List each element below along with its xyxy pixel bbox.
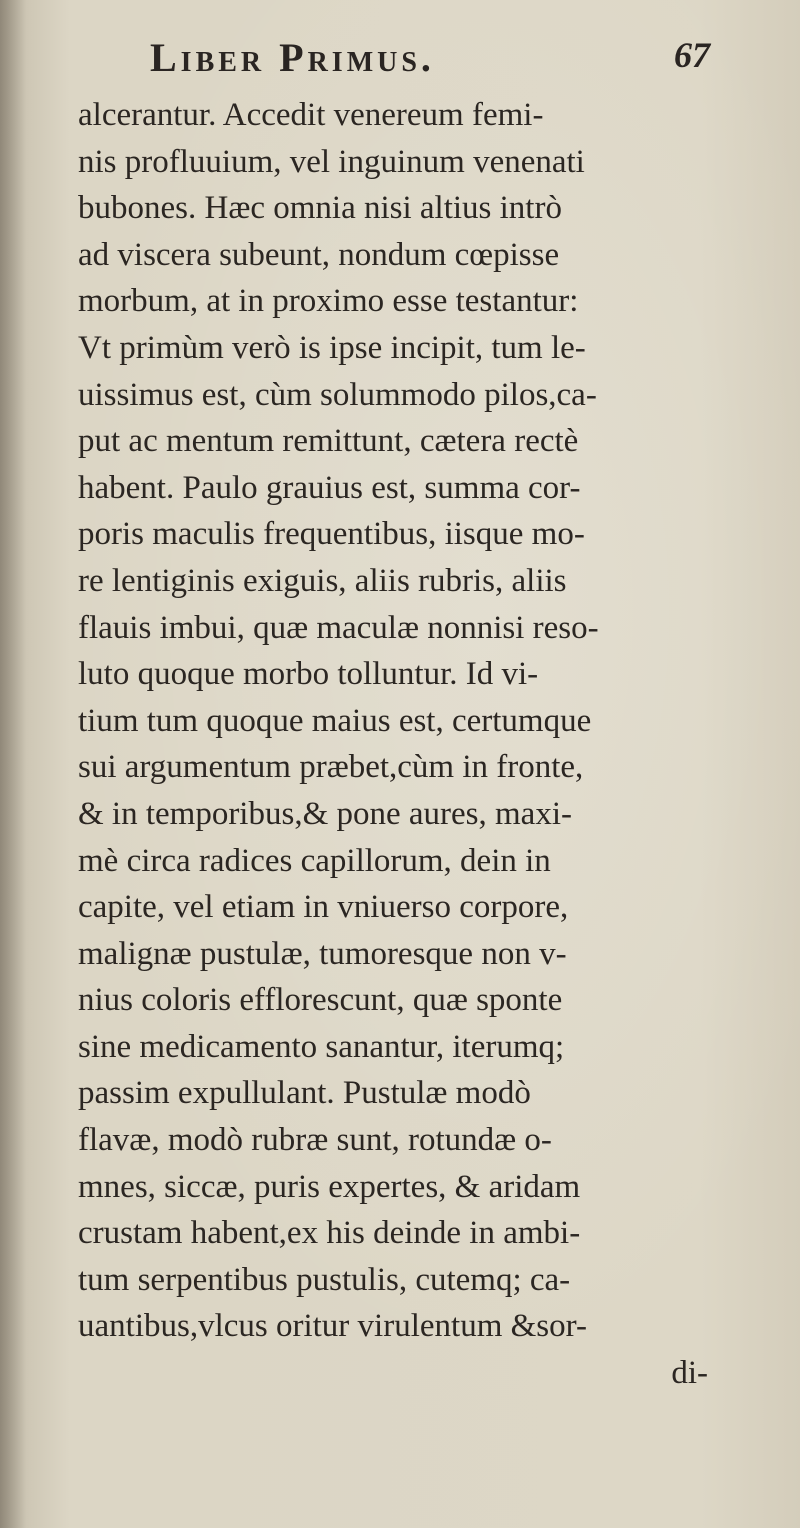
text-line: sine medicamento sanantur, iterumq; (78, 1028, 565, 1065)
text-line: flavæ, modò rubræ sunt, rotundæ o- (78, 1122, 552, 1159)
text-line: poris maculis frequentibus, iisque mo- (78, 516, 585, 553)
catchword: di- (671, 1355, 708, 1392)
text-line: crustam habent,ex his deinde in ambi- (78, 1215, 581, 1252)
text-line: nius coloris efflorescunt, quæ sponte (78, 982, 563, 1019)
page-number: 67 (674, 35, 710, 75)
running-title: Liber Primus. (150, 35, 435, 80)
text-line: put ac mentum remittunt, cætera rectè (78, 423, 579, 460)
text-line: flauis imbui, quæ maculæ nonnisi reso- (78, 609, 599, 646)
text-line: nis profluuium, vel inguinum venenati (78, 143, 585, 180)
text-line: re lentiginis exiguis, aliis rubris, aliis (78, 562, 567, 599)
body-text (78, 92, 768, 1397)
text-line: tum serpentibus pustulis, cutemq; ca- (78, 1261, 571, 1298)
text-line: malignæ pustulæ, tumoresque non v- (78, 935, 567, 972)
text-line: & in temporibus,& pone aures, maxi- (78, 795, 572, 832)
gutter-shadow (0, 0, 26, 1528)
text-line: alcerantur. Accedit venereum femi- (78, 97, 544, 133)
text-line: tium tum quoque maius est, certumque (78, 702, 592, 739)
text-line: habent. Paulo grauius est, summa cor- (78, 469, 581, 506)
text-line: uantibus,vlcus oritur virulentum &sor- (78, 1308, 587, 1345)
text-line: Vt primùm verò is ipse incipit, tum le- (78, 329, 586, 366)
page-header (150, 34, 710, 94)
text-line: mnes, siccæ, puris expertes, & aridam (78, 1168, 581, 1205)
text-line: sui argumentum præbet,cùm in fronte, (78, 749, 584, 786)
text-line: ad viscera subeunt, nondum cœpisse (78, 236, 560, 273)
text-line: bubones. Hæc omnia nisi altius intrò (78, 190, 562, 227)
text-line: mè circa radices capillorum, dein in (78, 842, 551, 879)
text-line: morbum, at in proximo esse testantur: (78, 283, 579, 320)
text-line: luto quoque morbo tolluntur. Id vi- (78, 656, 539, 693)
text-line: capite, vel etiam in vniuerso corpore, (78, 889, 569, 926)
text-line: passim expullulant. Pustulæ modò (78, 1075, 531, 1112)
text-line: uissimus est, cùm solummodo pilos,ca- (78, 376, 597, 413)
